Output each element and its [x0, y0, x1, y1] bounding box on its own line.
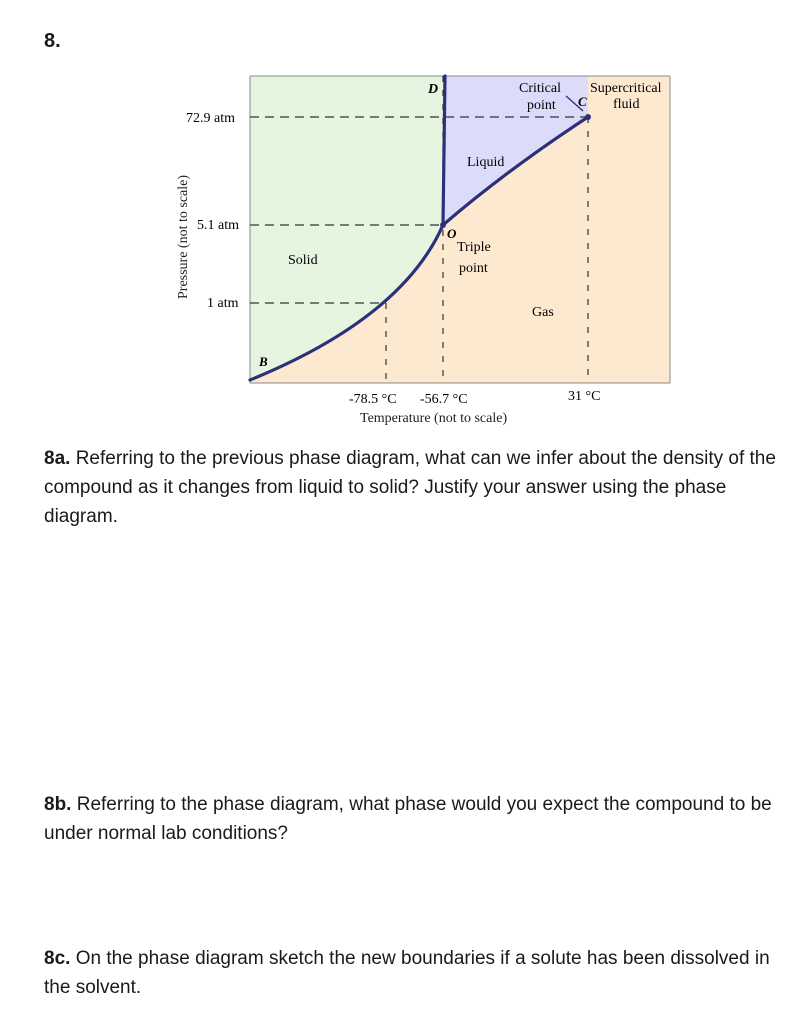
supercritical-label-line1: Supercritical	[590, 81, 662, 96]
liquid-label: Liquid	[467, 155, 505, 170]
triple-point-marker	[440, 222, 446, 228]
question-8b	[44, 790, 784, 848]
critical-point-label-line1: Critical	[519, 81, 561, 96]
solid-label: Solid	[288, 253, 318, 268]
critical-point-label-line2: point	[527, 98, 556, 113]
pressure-tick-72-9: 72.9 atm	[186, 111, 235, 126]
fusion-line	[443, 76, 445, 225]
supercritical-label-line2: fluid	[613, 97, 640, 112]
phase-diagram	[0, 0, 811, 440]
question-8b-text: Referring to the phase diagram, what phase would you expect the compound to be under normal lab conditions?	[44, 794, 772, 844]
pressure-tick-1: 1 atm	[207, 296, 239, 311]
critical-point-marker	[585, 114, 591, 120]
question-8c	[44, 944, 784, 1002]
point-d-label: D	[428, 82, 439, 97]
gas-label: Gas	[532, 305, 554, 320]
question-8c-label: 8c.	[44, 948, 71, 969]
temp-tick-minus-78-5: -78.5 °C	[349, 392, 397, 407]
triple-point-label-line1: Triple	[457, 240, 491, 255]
question-8c-text: On the phase diagram sketch the new boundaries if a solute has been dissolved in the solvent.	[44, 948, 770, 998]
question-8b-label: 8b.	[44, 794, 72, 815]
supercritical-region	[588, 76, 670, 383]
triple-point-label-line2: point	[459, 261, 488, 276]
temp-tick-minus-56-7: -56.7 °C	[420, 392, 468, 407]
question-8a-label: 8a.	[44, 448, 71, 469]
point-o-label: O	[447, 226, 457, 241]
y-axis-label: Pressure (not to scale)	[176, 174, 191, 299]
point-c-label: C	[578, 94, 587, 109]
question-8a	[44, 444, 784, 531]
x-axis-label: Temperature (not to scale)	[360, 411, 508, 426]
question-number: 8.	[44, 30, 61, 52]
temp-tick-31: 31 °C	[568, 389, 601, 404]
question-8a-text: Referring to the previous phase diagram, what can we infer about the density of the compound as it changes from liquid to solid? Justify your answer using the phase diagram.	[44, 448, 776, 527]
phase-diagram-svg	[0, 0, 811, 440]
point-b-label: B	[259, 354, 268, 369]
pressure-tick-5-1: 5.1 atm	[197, 218, 239, 233]
